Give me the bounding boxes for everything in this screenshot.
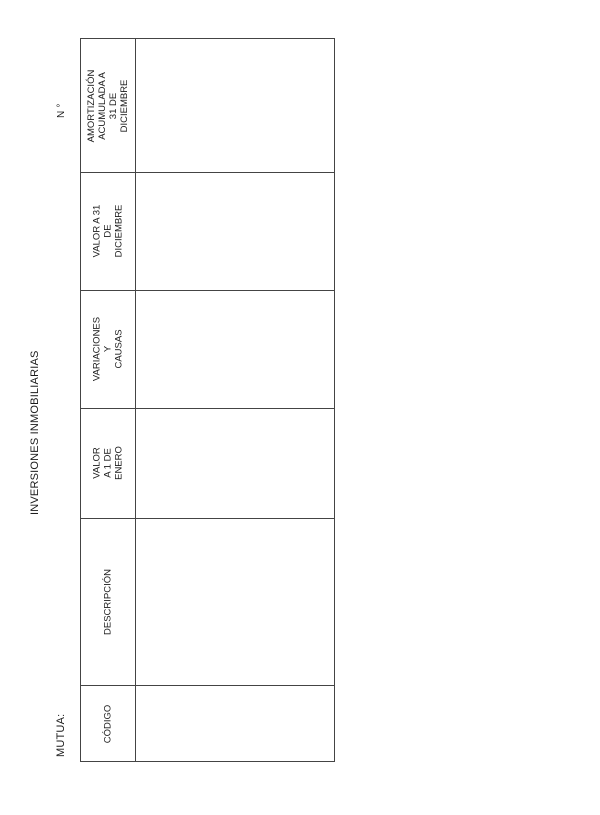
header-label-valor-diciembre: VALOR A 31 DE DICIEMBRE <box>91 204 125 258</box>
header-label-amortizacion: AMORTIZACIÓN ACUMULADA A 31 DE DICIEMBRE <box>86 69 130 142</box>
codigo-field[interactable] <box>136 686 334 762</box>
header-cell-codigo <box>81 685 135 762</box>
header-cell-valor-enero <box>81 408 135 518</box>
header-label-variaciones: VARIACIONES Y CAUSAS <box>91 316 125 382</box>
header-cell-valor-diciembre <box>81 172 135 290</box>
valor-enero-field[interactable] <box>136 409 334 518</box>
amortizacion-field[interactable] <box>136 39 334 172</box>
header-cell-variaciones <box>81 290 135 408</box>
header-label-valor-enero: VALOR A 1 DE ENERO <box>91 446 125 480</box>
valor-diciembre-field[interactable] <box>136 173 334 290</box>
header-cell-descripcion <box>81 518 135 685</box>
variaciones-field[interactable] <box>136 291 334 408</box>
descripcion-field[interactable] <box>136 519 334 685</box>
header-label-descripcion: DESCRIPCIÓN <box>102 568 114 635</box>
mutua-label: MUTUA: <box>55 713 67 757</box>
page-title: INVERSIONES INMOBILIARIAS <box>29 350 41 515</box>
number-label: N ° <box>56 103 67 118</box>
header-label-codigo: CÓDIGO <box>102 704 114 743</box>
inventory-form-table <box>80 38 335 762</box>
header-cell-amortizacion <box>81 39 135 172</box>
